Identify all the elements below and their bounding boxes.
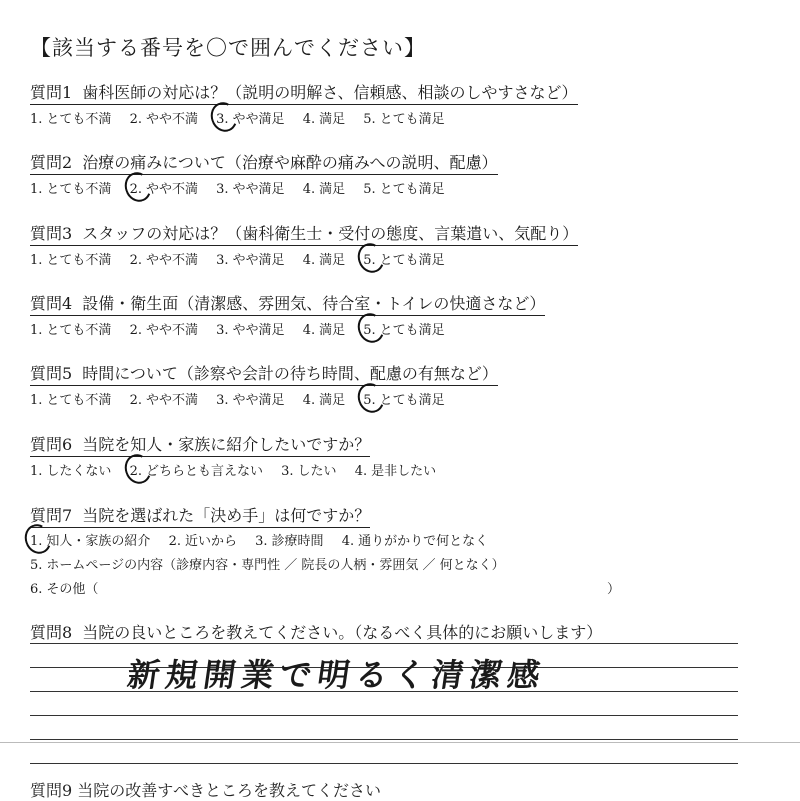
q2-option-3[interactable]: 3. やや満足: [216, 182, 285, 197]
q7-other-close-paren: ）: [606, 582, 620, 597]
question-1: [30, 80, 578, 105]
question-3-number: 質問3: [30, 224, 73, 243]
q6-option-3[interactable]: 3. したい: [281, 464, 337, 479]
question-7-text: 当院を選ばれた「決め手」は何ですか？: [82, 506, 371, 525]
question-3: [30, 221, 578, 246]
q6-option-1[interactable]: 1. したくない: [30, 464, 112, 479]
question-2-options: [30, 178, 459, 197]
question-3-text: スタッフの対応は？（歯科衛生士・受付の態度、言葉遣い、気配り）: [82, 224, 579, 243]
question-5: [30, 361, 498, 386]
q7-option-6[interactable]: 6. その他（: [30, 582, 99, 597]
q4-option-4[interactable]: 4. 満足: [302, 323, 346, 338]
q7-option-2[interactable]: 2. 近いから: [168, 534, 237, 549]
q6-option-2[interactable]: 2. どちらとも言えない: [130, 460, 263, 479]
question-4-text: 設備・衛生面（清潔感、雰囲気、待合室・トイレの快適さなど）: [82, 294, 546, 313]
question-5-number: 質問5: [30, 364, 73, 383]
q3-option-4[interactable]: 4. 満足: [302, 253, 346, 268]
question-9-cutoff: 質問9 当院の改善すべきところを教えてください: [30, 781, 381, 800]
question-4: [30, 291, 545, 316]
answer-line: [30, 715, 738, 716]
question-6: [30, 432, 370, 457]
q5-option-1[interactable]: 1. とても不満: [30, 393, 112, 408]
question-3-options: [30, 249, 459, 268]
q4-option-3[interactable]: 3. やや満足: [216, 323, 285, 338]
q1-option-1[interactable]: 1. とても不満: [30, 112, 112, 127]
answer-line: [30, 763, 738, 764]
question-7-options-row-1: [30, 530, 502, 549]
question-2: [30, 150, 498, 175]
q1-option-4[interactable]: 4. 満足: [302, 112, 346, 127]
q2-option-2[interactable]: 2. やや不満: [130, 178, 198, 197]
question-7-options-row-2: [30, 554, 519, 573]
answer-line: [30, 643, 738, 644]
question-1-number: 質問1: [30, 83, 73, 102]
q4-option-5[interactable]: 5. とても満足: [363, 319, 444, 338]
question-5-text: 時間について（診察や会計の待ち時間、配慮の有無など）: [82, 364, 498, 383]
question-5-options: [30, 389, 459, 408]
q5-option-4[interactable]: 4. 満足: [302, 393, 346, 408]
question-2-text: 治療の痛みについて（治療や麻酔の痛みへの説明、配慮）: [82, 153, 498, 172]
q5-option-2[interactable]: 2. やや不満: [129, 393, 198, 408]
question-6-text: 当院を知人・家族に紹介したいですか？: [82, 435, 371, 454]
q6-option-4[interactable]: 4. 是非したい: [354, 464, 437, 479]
q2-option-5[interactable]: 5. とても満足: [363, 182, 445, 197]
question-6-number: 質問6: [30, 435, 73, 454]
q2-option-4[interactable]: 4. 満足: [302, 182, 346, 197]
q3-option-3[interactable]: 3. やや満足: [216, 253, 285, 268]
q1-option-3[interactable]: 3. やや満足: [216, 108, 284, 127]
q4-option-1[interactable]: 1. とても不満: [30, 323, 112, 338]
q3-option-5[interactable]: 5. とても満足: [363, 249, 444, 268]
q1-option-5[interactable]: 5. とても満足: [363, 112, 445, 127]
q1-option-2[interactable]: 2. やや不満: [129, 112, 198, 127]
q7-option-3[interactable]: 3. 診療時間: [255, 534, 324, 549]
q2-option-1[interactable]: 1. とても不満: [30, 182, 112, 197]
question-8-text: 当院の良いところを教えてください。（なるべく具体的にお願いします）: [82, 623, 603, 642]
q4-option-2[interactable]: 2. やや不満: [129, 323, 198, 338]
question-4-options: [30, 319, 459, 338]
q7-option-4[interactable]: 4. 通りがかりで何となく: [341, 534, 489, 549]
q5-option-3[interactable]: 3. やや満足: [216, 393, 285, 408]
question-7-number: 質問7: [30, 506, 73, 525]
q7-option-1[interactable]: 1. 知人・家族の紹介: [30, 530, 150, 549]
answer-line: [30, 739, 738, 740]
question-1-options: [30, 108, 459, 127]
q5-option-5[interactable]: 5. とても満足: [363, 389, 444, 408]
question-1-text: 歯科医師の対応は？（説明の明解さ、信頼感、相談のしやすさなど）: [82, 83, 578, 102]
question-7-options-row-3: [30, 578, 620, 597]
question-4-number: 質問4: [30, 294, 73, 313]
scan-edge: [0, 742, 800, 743]
instruction-header: 【該当する番号を〇で囲んでください】: [30, 36, 426, 60]
question-8-number: 質問8: [30, 623, 73, 642]
question-6-options: [30, 460, 450, 479]
q3-option-1[interactable]: 1. とても不満: [30, 253, 112, 268]
question-8: [30, 620, 602, 644]
q3-option-2[interactable]: 2. やや不満: [129, 253, 198, 268]
handwritten-answer: 新規開業で明るく清潔感: [125, 656, 549, 694]
question-7: [30, 503, 370, 528]
q7-option-5[interactable]: 5. ホームページの内容（診療内容・専門性 ／ 院長の人柄・雰囲気 ／ 何となく）: [30, 558, 505, 573]
question-2-number: 質問2: [30, 153, 73, 172]
